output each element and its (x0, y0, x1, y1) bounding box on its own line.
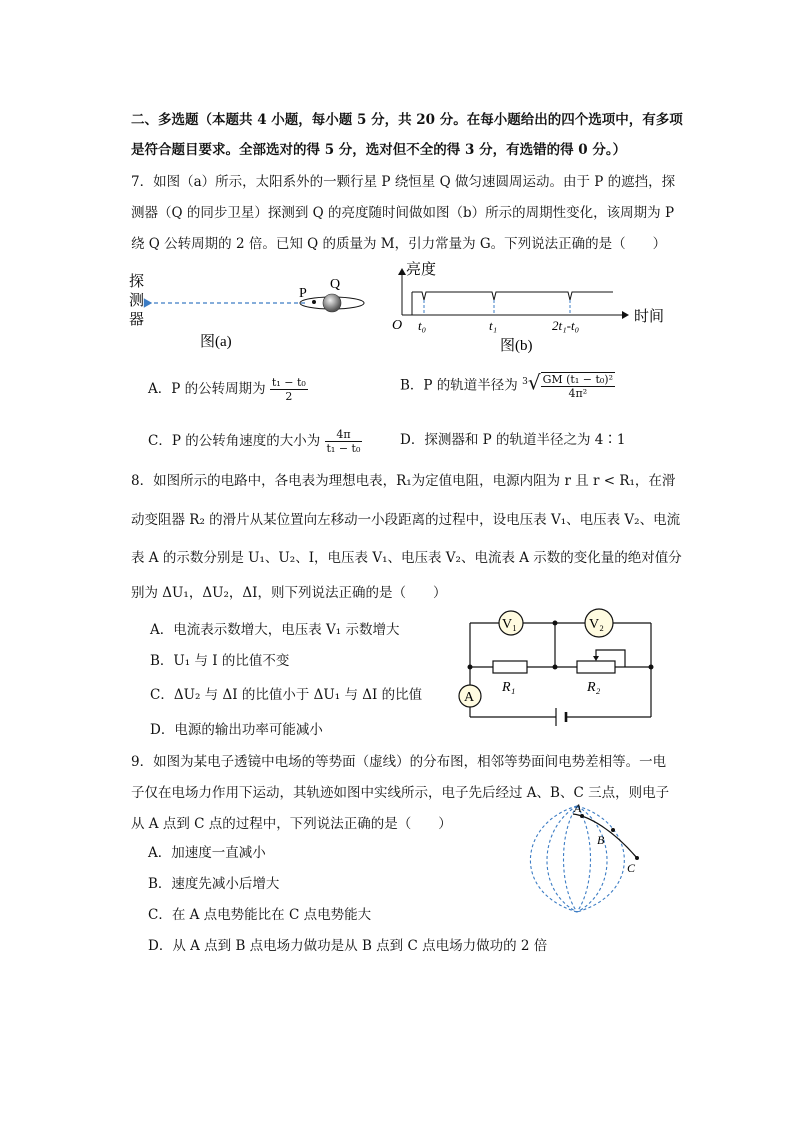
q7-option-c (148, 428, 362, 455)
detector-char-2: 测 (129, 293, 145, 309)
q9-equipotential-figure (515, 802, 650, 917)
caption-fig-a: 图(a) (200, 334, 232, 350)
fraction-numerator: GM (t₁ − t₀)² (542, 373, 613, 386)
q7-option-a-text: A．P 的公转周期为 (148, 381, 266, 397)
q7-figure-b (388, 255, 688, 355)
resistor-r1 (493, 661, 527, 673)
fraction-denominator: 2 (285, 390, 293, 403)
origin-label: O (392, 318, 403, 333)
point-b (611, 828, 615, 832)
q9-option-d: D．从 A 点到 B 点电场力做功是从 B 点到 C 点电场力做功的 2 倍 (148, 938, 548, 954)
label-r2: R₂ (587, 680, 601, 695)
fraction-denominator: t₁ − t₀ (326, 442, 361, 455)
q8-stem-line3: 表 A 的示数分别是 U₁、U₂、I，电压表 V₁、电压表 V₂、电流表 A 示数的变化量的绝对值分 (131, 550, 682, 566)
q7-option-c-text: C．P 的公转角速度的大小为 (148, 433, 321, 449)
q7-option-b (400, 372, 615, 400)
fraction-numerator: 4π (325, 428, 363, 442)
q9-stem-line1: 9．如图为某电子透镜中电场的等势面（虚线）的分布图，相邻等势面间电势差相等。一电 (131, 754, 667, 770)
label-a: A (464, 690, 475, 705)
q7-stem-line3: 绕 Q 公转周期的 2 倍。已知 Q 的质量为 M，引力常量为 G。下列说法正确的是（ ） (131, 236, 667, 252)
brightness-curve (412, 292, 613, 300)
detector-char-3: 器 (129, 312, 145, 328)
resistor-r2 (577, 661, 615, 673)
x-axis-label: 时间 (634, 309, 665, 325)
label-q: Q (330, 277, 341, 292)
q7-option-c-fraction (325, 428, 363, 455)
label-c: C (627, 861, 636, 875)
q9-option-a: A．加速度一直减小 (148, 845, 266, 861)
q7-option-b-fraction (541, 372, 615, 400)
q9-stem-line2: 子仅在电场力作用下运动，其轨迹如图中实线所示，电子先后经过 A、B、C 三点，则电子 (131, 785, 670, 801)
q9-option-c: C．在 A 点电势能比在 C 点电势能大 (148, 907, 372, 923)
q8-stem-line4: 别为 ΔU₁，ΔU₂，ΔI，则下列说法正确的是（ ） (131, 585, 447, 601)
label-r1: R₁ (502, 680, 516, 695)
electron-trajectory (573, 814, 637, 858)
label-a: A (574, 802, 582, 815)
q7-stem-line1: 7．如图（a）所示，太阳系外的一颗行星 P 绕恒星 Q 做匀速圆周运动。由于 P 的遮挡，探 (131, 174, 676, 190)
q8-option-d: D．电源的输出功率可能减小 (150, 722, 323, 738)
q7-figure-a (125, 268, 385, 358)
fraction-numerator: t₁ − t₀ (271, 376, 306, 389)
q8-option-b: B．U₁ 与 I 的比值不变 (150, 653, 290, 669)
label-v1: V₁ (502, 617, 517, 632)
section-title-line1: 二、多选题（本题共 4 小题，每小题 5 分，共 20 分。在每小题给出的四个选项中，有多项 (131, 112, 683, 128)
q8-option-a: A．电流表示数增大，电压表 V₁ 示数增大 (150, 622, 400, 638)
fraction-denominator: 4π² (568, 387, 588, 400)
radical-sign: √ (527, 370, 541, 395)
q7-option-a (148, 376, 308, 403)
caption-fig-b: 图(b) (500, 338, 533, 354)
tick-t0: t₀ (418, 318, 427, 333)
q7-option-a-fraction (270, 376, 308, 403)
q8-stem-line2: 动变阻器 R₂ 的滑片从某位置向左移动一小段距离的过程中，设电压表 V₁、电压表 V₂、电流 (131, 512, 681, 528)
tick-2t1-t0: 2t₁-t₀ (552, 318, 580, 333)
q8-circuit-diagram (455, 605, 665, 730)
root-index: 3 (522, 377, 528, 387)
label-b: B (597, 833, 605, 847)
y-axis-label: 亮度 (406, 262, 437, 278)
q7-option-b-text: B．P 的轨道半径为 (400, 377, 518, 394)
section-title-line2: 是符合题目要求。全部选对的得 5 分，选对但不全的得 3 分，有选错的得 0 分。） (131, 142, 627, 158)
point-c (635, 856, 639, 860)
planet-p (312, 300, 316, 304)
label-p: P (299, 286, 307, 301)
q8-option-c: C．ΔU₂ 与 ΔI 的比值小于 ΔU₁ 与 ΔI 的比值 (150, 687, 423, 703)
q9-stem-line3: 从 A 点到 C 点的过程中，下列说法正确的是（ ） (131, 816, 452, 832)
q8-stem-line1: 8．如图所示的电路中，各电表为理想电表，R₁为定值电阻，电源内阻为 r 且 r < R₁，在滑 (131, 473, 676, 489)
q7-stem-line2: 测器（Q 的同步卫星）探测到 Q 的亮度随时间做如图（b）所示的周期性变化，该周期为 P (131, 205, 675, 221)
detector-char-1: 探 (129, 274, 145, 290)
tick-t1: t₁ (489, 318, 498, 333)
q9-option-b: B．速度先减小后增大 (148, 876, 280, 892)
label-v2: V₂ (589, 617, 604, 632)
star-q (323, 294, 341, 312)
q7-option-d: D．探测器和 P 的轨道半径之为 4∶1 (400, 432, 626, 448)
